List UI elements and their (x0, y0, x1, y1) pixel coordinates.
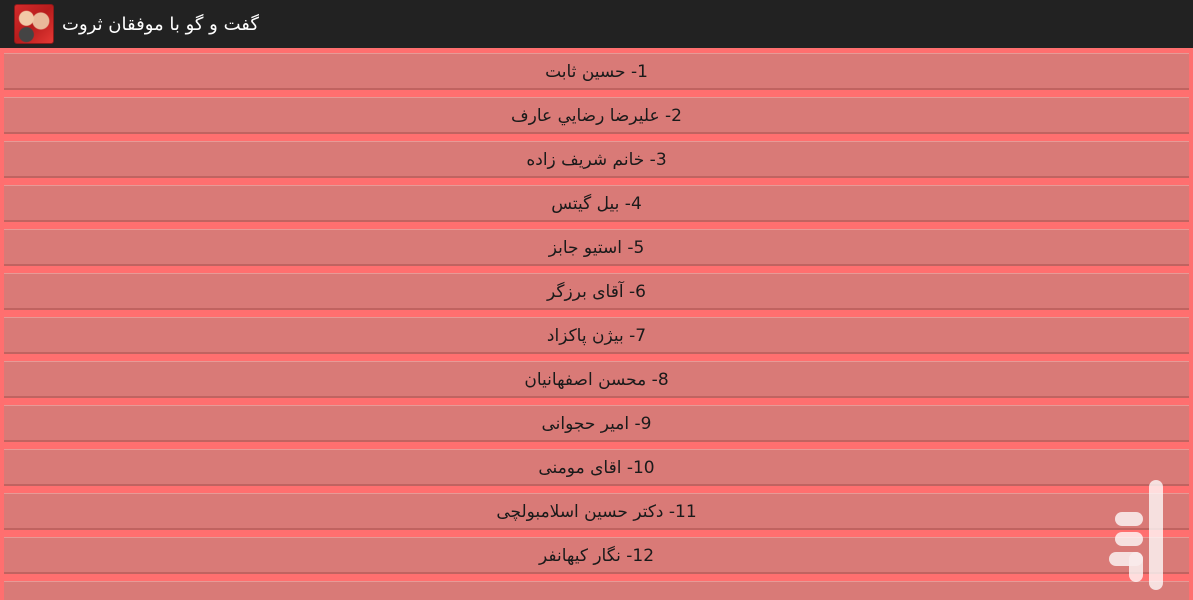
list-item[interactable]: 1- حسین ثابت (4, 53, 1189, 90)
list-item[interactable]: 5- استیو جابز (4, 229, 1189, 266)
list-item[interactable] (4, 581, 1189, 600)
list-item[interactable]: 3- خانم شریف زاده (4, 141, 1189, 178)
list-item[interactable]: 9- امیر حجوانی (4, 405, 1189, 442)
list-item[interactable]: 12- نگار کیهانفر (4, 537, 1189, 574)
bazaar-logo-icon (1109, 480, 1165, 590)
app-title: گفت و گو با موفقان ثروت (62, 13, 259, 35)
list-item[interactable]: 2- عليرضا رضايي عارف (4, 97, 1189, 134)
list-item[interactable]: 6- آقای برزگر (4, 273, 1189, 310)
action-bar (0, 0, 1193, 48)
list-item[interactable]: 8- محسن اصفهانیان (4, 361, 1189, 398)
list-item[interactable]: 11- دکتر حسین اسلامبولچی (4, 493, 1189, 530)
item-list (0, 48, 1193, 600)
app-logo-icon[interactable] (14, 4, 54, 44)
list-item[interactable]: 4- بیل گیتس (4, 185, 1189, 222)
list-item[interactable]: 7- بیژن پاکزاد (4, 317, 1189, 354)
list-item[interactable]: 10- اقای مومنی (4, 449, 1189, 486)
